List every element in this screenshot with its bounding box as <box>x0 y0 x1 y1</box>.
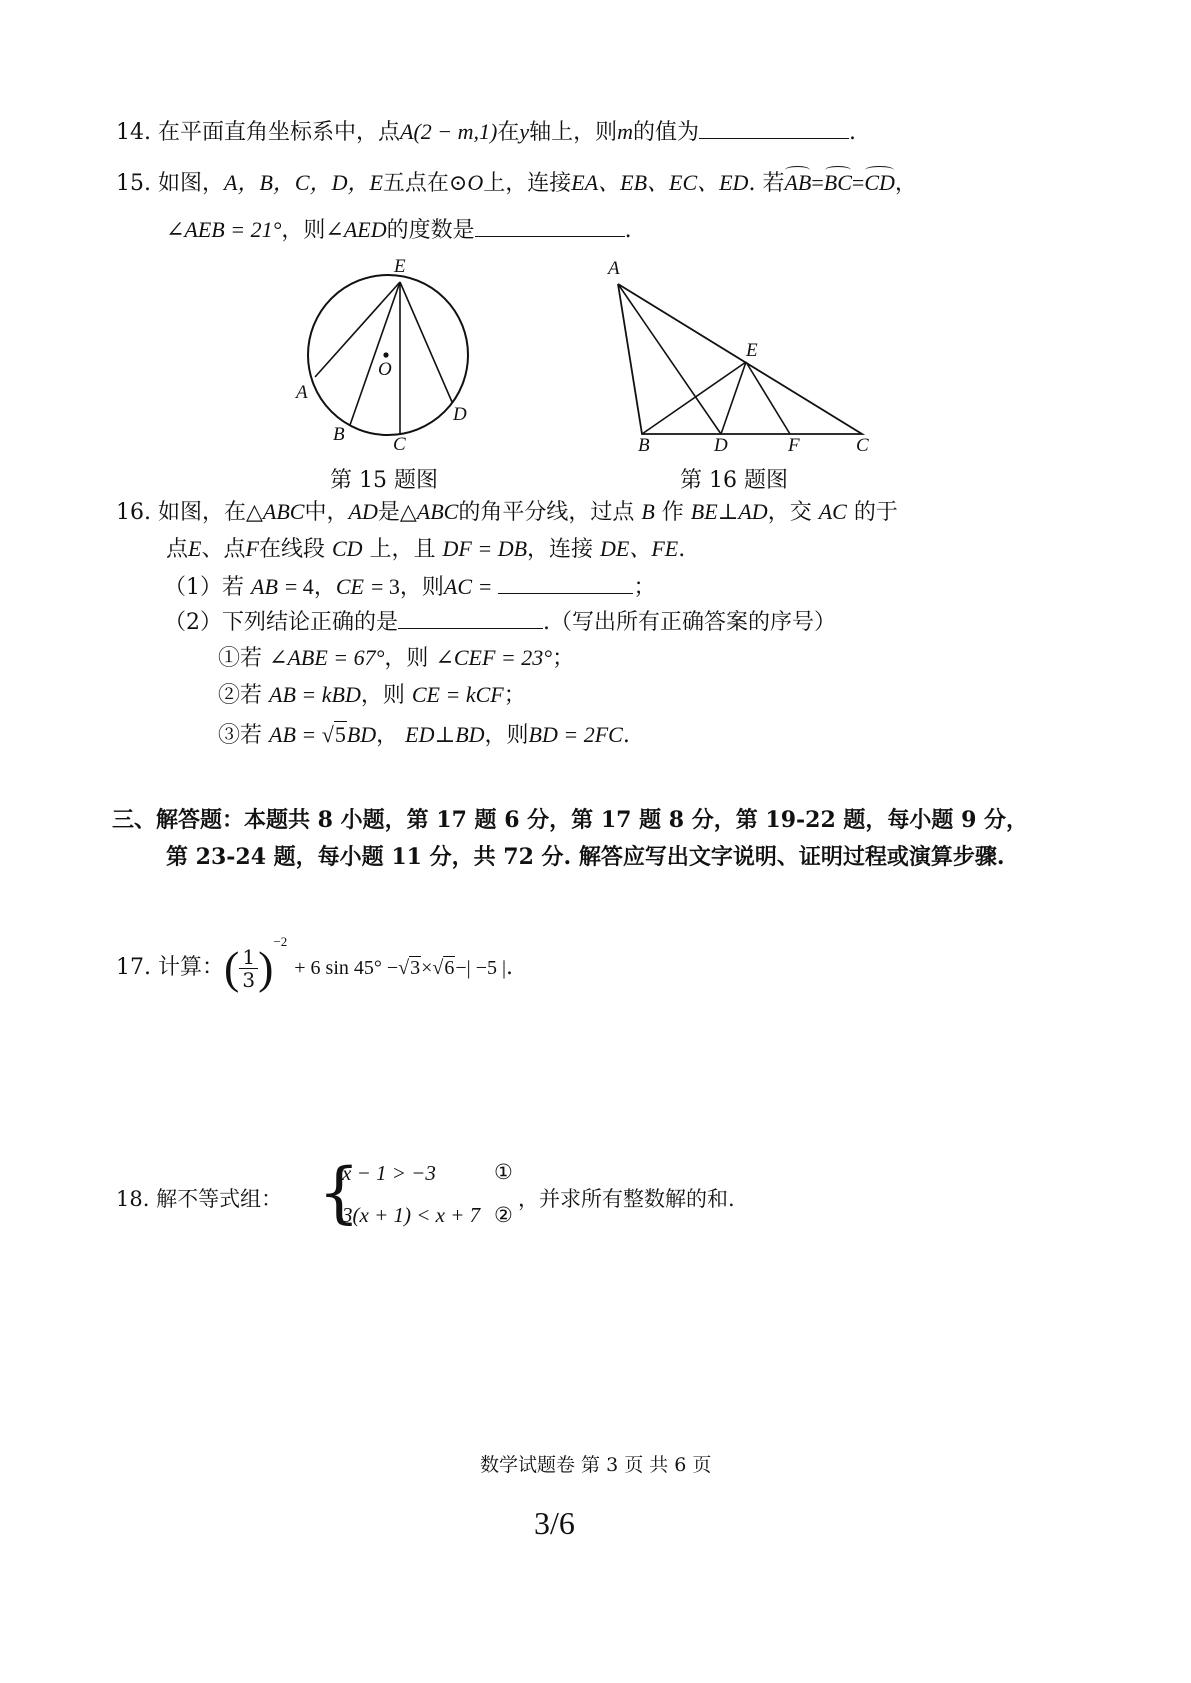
segment-name: AD <box>348 499 378 524</box>
label-e: E <box>394 256 406 277</box>
question-number: 18. <box>116 1187 150 1211</box>
segment-name: AC <box>818 499 847 524</box>
times-sign: × <box>421 957 433 979</box>
answer-blank[interactable] <box>699 116 849 139</box>
inequality-expression: 3(x + 1) < x + 7 <box>342 1203 481 1227</box>
label-a: A <box>296 382 308 403</box>
radicand: 5 <box>334 722 346 747</box>
segment-de <box>721 362 746 434</box>
question-text: ，连接 <box>527 537 594 562</box>
question-16-part-2 <box>164 606 836 638</box>
numerator: 1 <box>239 946 258 969</box>
punctuation: ， <box>313 575 336 600</box>
question-number: 16. <box>116 500 151 525</box>
question-text: 的于 <box>853 500 898 525</box>
label-d: D <box>714 435 728 456</box>
question-16-line-1 <box>116 497 898 528</box>
section-3-instructions-line-1: 三、解答题：本题共 8 小题，第 17 题 6 分，第 17 题 8 分，第 19-22 题，每小题 9 分， <box>112 807 1029 833</box>
question-text: 点 <box>166 537 189 562</box>
label-a: A <box>608 258 620 279</box>
left-paren: ( <box>224 942 240 993</box>
variable: m <box>617 119 634 144</box>
triangle-abc <box>618 284 862 434</box>
figure-15-caption: 第 15 题图 <box>330 468 438 493</box>
question-number: 14. <box>116 120 151 145</box>
page-indicator: 3/6 <box>534 1505 575 1541</box>
axis-name: y <box>519 119 530 144</box>
question-text: 在线段 <box>258 537 325 562</box>
question-text: 的角平分线，过点 <box>458 500 635 525</box>
punctuation: ； <box>633 575 656 600</box>
answer-blank[interactable] <box>498 571 633 594</box>
conclusion-text: ③若 <box>218 723 263 748</box>
point-name: B <box>641 499 655 524</box>
punctuation: ； <box>503 683 526 708</box>
punctuation: . <box>624 218 632 243</box>
label-b: B <box>333 424 345 445</box>
figure-16-caption: 第 16 题图 <box>680 468 788 493</box>
segment-name: CD <box>331 536 363 561</box>
question-17 <box>116 912 513 993</box>
segment-ad <box>618 284 721 434</box>
section-3-instructions-line-2: 第 23-24 题，每小题 11 分，共 72 分. 解答应写出文字说明、证明过程或演算步骤. <box>166 844 1005 870</box>
triangle-name: ABC <box>262 499 305 524</box>
figure-16-triangle-diagram <box>600 256 870 456</box>
perpendicular-relation: ED⊥BD <box>405 722 485 747</box>
punctuation: ， <box>376 723 399 748</box>
segment-name: AB <box>251 574 278 599</box>
point-name: E <box>188 536 202 561</box>
punctuation: . <box>505 955 513 980</box>
sqrt-symbol: √ <box>321 722 334 747</box>
given-angle: ∠ABE = 67° <box>269 645 385 670</box>
label-c: C <box>393 434 406 455</box>
radicand: 6 <box>444 957 455 979</box>
question-text: 的度数是 <box>386 218 475 243</box>
point-expression: A(2 − m,1) <box>400 119 498 144</box>
question-text: 计算： <box>158 955 225 980</box>
given-value: = 3 <box>370 574 400 599</box>
arc-ab: AB <box>784 168 811 198</box>
center-point-o <box>383 352 388 357</box>
arc-bc: BC <box>824 168 852 198</box>
conclusion-text: ，则 <box>384 646 429 671</box>
question-text: . 若 <box>748 171 785 196</box>
result-angle: ∠CEF = 23° <box>435 645 553 670</box>
point-name: F <box>245 536 259 561</box>
label-d: D <box>453 404 467 425</box>
result-relation: CE = kCF <box>411 682 504 707</box>
segment-name: AC <box>443 574 473 599</box>
inequality-1 <box>342 1161 436 1186</box>
conclusion-text: ，则 <box>484 723 529 748</box>
question-number: 15. <box>116 171 151 196</box>
punctuation: . <box>622 723 630 748</box>
chord-ed <box>400 282 452 402</box>
triangle-name: ABC <box>416 499 459 524</box>
question-text: 解不等式组： <box>156 1187 283 1211</box>
target-angle: ∠AED <box>325 217 387 242</box>
chord-list: EA、EB、EC、ED <box>571 170 749 195</box>
given-value: = 4 <box>284 574 314 599</box>
question-text: 、点 <box>201 537 246 562</box>
expression-part: −| −5 | <box>455 957 506 979</box>
punctuation: ， <box>894 171 917 196</box>
question-text: 上，且 <box>369 537 436 562</box>
exponent: −2 <box>273 934 288 949</box>
question-number: 17. <box>116 955 151 980</box>
conclusion-text: ，则 <box>360 683 405 708</box>
inequality-1-mark: ① <box>494 1160 513 1184</box>
arc-cd: CD <box>864 168 895 198</box>
question-text: ，交 <box>767 500 812 525</box>
question-text: .（写出所有正确答案的序号） <box>543 610 836 635</box>
conclusion-text: ②若 <box>218 683 263 708</box>
question-text: 作 <box>661 500 684 525</box>
equals-sign: = <box>811 170 824 195</box>
punctuation: ； <box>552 646 575 671</box>
answer-blank[interactable] <box>475 214 625 237</box>
inequality-expression: x − 1 > −3 <box>342 1161 436 1185</box>
question-18-label <box>116 1183 282 1213</box>
label-c: C <box>856 435 869 456</box>
equals-sign: = <box>479 574 492 599</box>
label-b: B <box>638 435 650 456</box>
label-o: O <box>378 359 392 380</box>
expression-part: + 6 sin 45° − <box>294 957 399 979</box>
chord-eb <box>350 282 400 425</box>
question-text: 的值为 <box>633 120 700 145</box>
question-18-tail: ，并求所有整数解的和. <box>518 1187 735 1211</box>
given-relation: AB = <box>269 722 322 747</box>
question-text: 中， <box>304 500 349 525</box>
segment-fe <box>746 362 790 434</box>
result-relation: BD = 2FC <box>528 722 623 747</box>
part-label: （2）下列结论正确的是 <box>164 610 398 635</box>
question-text: 如图，在△ <box>158 500 263 525</box>
equals-sign: = <box>851 170 865 195</box>
sqrt-symbol: √ <box>432 957 444 979</box>
inequality-2 <box>342 1203 480 1228</box>
figure-15-circle-diagram <box>290 256 510 461</box>
point-list: A，B，C，D，E <box>224 170 383 195</box>
given-angle: ∠AEB = 21° <box>166 217 282 242</box>
punctuation: . <box>678 537 686 562</box>
segment-name: BD <box>346 722 377 747</box>
right-paren: ) <box>258 942 274 993</box>
question-text: 上，连接 <box>483 171 572 196</box>
question-text: 如图， <box>158 171 225 196</box>
question-text: 是△ <box>377 500 417 525</box>
label-e: E <box>746 340 758 361</box>
question-text: 在平面直角坐标系中，点 <box>158 120 401 145</box>
question-15-line-2 <box>166 214 632 246</box>
question-14 <box>116 116 856 148</box>
sqrt-symbol: √ <box>398 957 410 979</box>
conclusion-3 <box>218 720 630 751</box>
segment-be <box>642 362 746 434</box>
conclusion-2 <box>218 680 526 711</box>
perpendicular-relation: BE⊥AD <box>690 499 768 524</box>
segment-list: DE、FE <box>600 536 679 561</box>
question-text: 在 <box>497 120 520 145</box>
radicand: 3 <box>410 957 421 979</box>
page-footer: 数学试题卷 第 3 页 共 6 页 <box>480 1454 712 1476</box>
circle-name: O <box>467 170 484 195</box>
fraction-one-third <box>239 946 258 991</box>
answer-blank[interactable] <box>398 606 543 629</box>
part-label: （1）若 <box>164 575 244 600</box>
question-16-part-1 <box>164 571 655 603</box>
conclusion-1 <box>218 643 574 674</box>
question-text: 五点在⊙ <box>382 171 468 196</box>
conclusion-text: ①若 <box>218 646 263 671</box>
denominator: 3 <box>242 967 256 992</box>
label-f: F <box>788 435 800 456</box>
question-text: 轴上，则 <box>529 120 618 145</box>
equality-relation: DF = DB <box>442 536 528 561</box>
punctuation: . <box>849 120 857 145</box>
question-text: ，则 <box>399 575 444 600</box>
system-brace: { <box>318 1154 360 1231</box>
inequality-2-mark: ② <box>494 1203 513 1227</box>
question-16-line-2 <box>166 534 685 565</box>
given-relation: AB = kBD <box>269 682 361 707</box>
question-15-line-1 <box>116 168 917 199</box>
question-text: ，则 <box>281 218 326 243</box>
segment-name: CE <box>335 574 364 599</box>
